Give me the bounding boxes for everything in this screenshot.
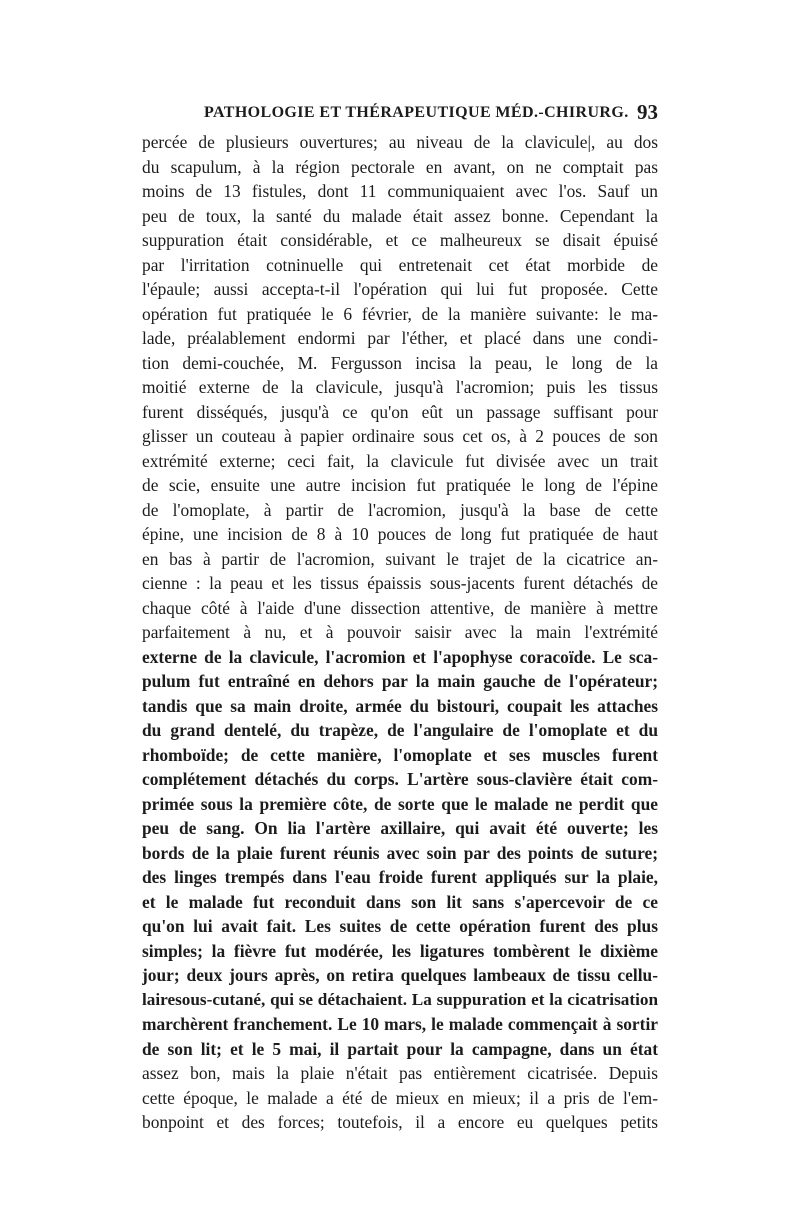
text-line: suppuration était considérable, et ce malheureux se disait épuisé bbox=[142, 230, 658, 250]
text-line: par l'irritation cotninuelle qui entretenait cet état morbide de bbox=[142, 254, 658, 275]
text-line: simples; la fièvre fut modérée, les ligatures tombèrent le dixième bbox=[142, 940, 658, 961]
text-line: qu'on lui avait fait. Les suites de cette opération furent des plus bbox=[142, 916, 658, 936]
text-line: et le malade fut reconduit dans son lit sans s'apercevoir de ce bbox=[142, 891, 658, 912]
text-line: jour; deux jours après, on retira quelques lambeaux de tissu cellu- bbox=[142, 965, 658, 985]
text-line: de l'omoplate, à partir de l'acromion, jusqu'à la base de cette bbox=[142, 499, 658, 520]
text-line: de son lit; et le 5 mai, il partait pour la campagne, dans un état bbox=[142, 1038, 658, 1059]
body-text bbox=[142, 130, 658, 1135]
text-line: de scie, ensuite une autre incision fut pratiquée le long de l'épine bbox=[142, 475, 658, 495]
text-line: primée sous la première côte, de sorte que le malade ne perdit que bbox=[142, 793, 658, 814]
text-line: pulum fut entraîné en dehors par la main gauche de l'opérateur; bbox=[142, 671, 658, 691]
text-line: épine, une incision de 8 à 10 pouces de long fut pratiquée de haut bbox=[142, 524, 658, 544]
text-line: en bas à partir de l'acromion, suivant le trajet de la cicatrice an- bbox=[142, 548, 658, 569]
text-line: des linges trempés dans l'eau froide furent appliqués sur la plaie, bbox=[142, 867, 658, 887]
text-line: peu de toux, la santé du malade était assez bonne. Cependant la bbox=[142, 205, 658, 226]
text-line: opération fut pratiquée le 6 février, de la manière suivante: le ma- bbox=[142, 303, 658, 324]
text-line: l'épaule; aussi accepta-t-il l'opération qui lui fut proposée. Cette bbox=[142, 279, 658, 299]
text-line: cette époque, le malade a été de mieux en mieux; il a pris de l'em- bbox=[142, 1087, 658, 1108]
text-line: du grand dentelé, du trapèze, de l'angulaire de l'omoplate et du bbox=[142, 720, 658, 740]
text-line: assez bon, mais la plaie n'était pas entièrement cicatrisée. Depuis bbox=[142, 1063, 658, 1083]
running-title: PATHOLOGIE ET THÉRAPEUTIQUE MÉD.-CHIRURG. bbox=[204, 104, 629, 121]
text-line: moitié externe de la clavicule, jusqu'à l'acromion; puis les tissus bbox=[142, 377, 658, 397]
text-line: rhomboïde; de cette manière, l'omoplate et ses muscles furent bbox=[142, 744, 658, 765]
text-line: extrémité externe; ceci fait, la clavicule fut divisée avec un trait bbox=[142, 450, 658, 471]
text-line: lairesous-cutané, qui se détachaient. La suppuration et la cicatrisation bbox=[142, 989, 658, 1009]
text-line: lade, préalablement endormi par l'éther, et placé dans une condi- bbox=[142, 328, 658, 348]
text-line: du scapulum, à la région pectorale en avant, on ne comptait pas bbox=[142, 156, 658, 177]
text-line: moins de 13 fistules, dont 11 communiquaient avec l'os. Sauf un bbox=[142, 181, 658, 201]
text-line: bonpoint et des forces; toutefois, il a encore eu quelques petits bbox=[142, 1112, 658, 1132]
text-line: furent disséqués, jusqu'à ce qu'on eût un passage suffisant pour bbox=[142, 401, 658, 422]
text-line: bords de la plaie furent réunis avec soin par des points de suture; bbox=[142, 842, 658, 863]
page-number: 93 bbox=[637, 100, 658, 124]
text-line: externe de la clavicule, l'acromion et l'apophyse coracoïde. Le sca- bbox=[142, 646, 658, 667]
text-line: complétement détachés du corps. L'artère sous-clavière était com- bbox=[142, 769, 658, 789]
text-line: cienne : la peau et les tissus épaissis sous-jacents furent détachés de bbox=[142, 573, 658, 593]
text-line: percée de plusieurs ouvertures; au niveau de la clavicule|, au dos bbox=[142, 132, 658, 152]
running-head bbox=[142, 100, 658, 126]
text-line: parfaitement à nu, et à pouvoir saisir avec la main l'extrémité bbox=[142, 622, 658, 642]
text-line: marchèrent franchement. Le 10 mars, le malade commençait à sortir bbox=[142, 1014, 658, 1034]
text-line: chaque côté à l'aide d'une dissection attentive, de manière à mettre bbox=[142, 597, 658, 618]
text-line: glisser un couteau à papier ordinaire sous cet os, à 2 pouces de son bbox=[142, 426, 658, 446]
text-line: tandis que sa main droite, armée du bistouri, coupait les attaches bbox=[142, 695, 658, 716]
text-line: tion demi-couchée, M. Fergusson incisa la peau, le long de la bbox=[142, 352, 658, 373]
text-line: peu de sang. On lia l'artère axillaire, qui avait été ouverte; les bbox=[142, 818, 658, 838]
